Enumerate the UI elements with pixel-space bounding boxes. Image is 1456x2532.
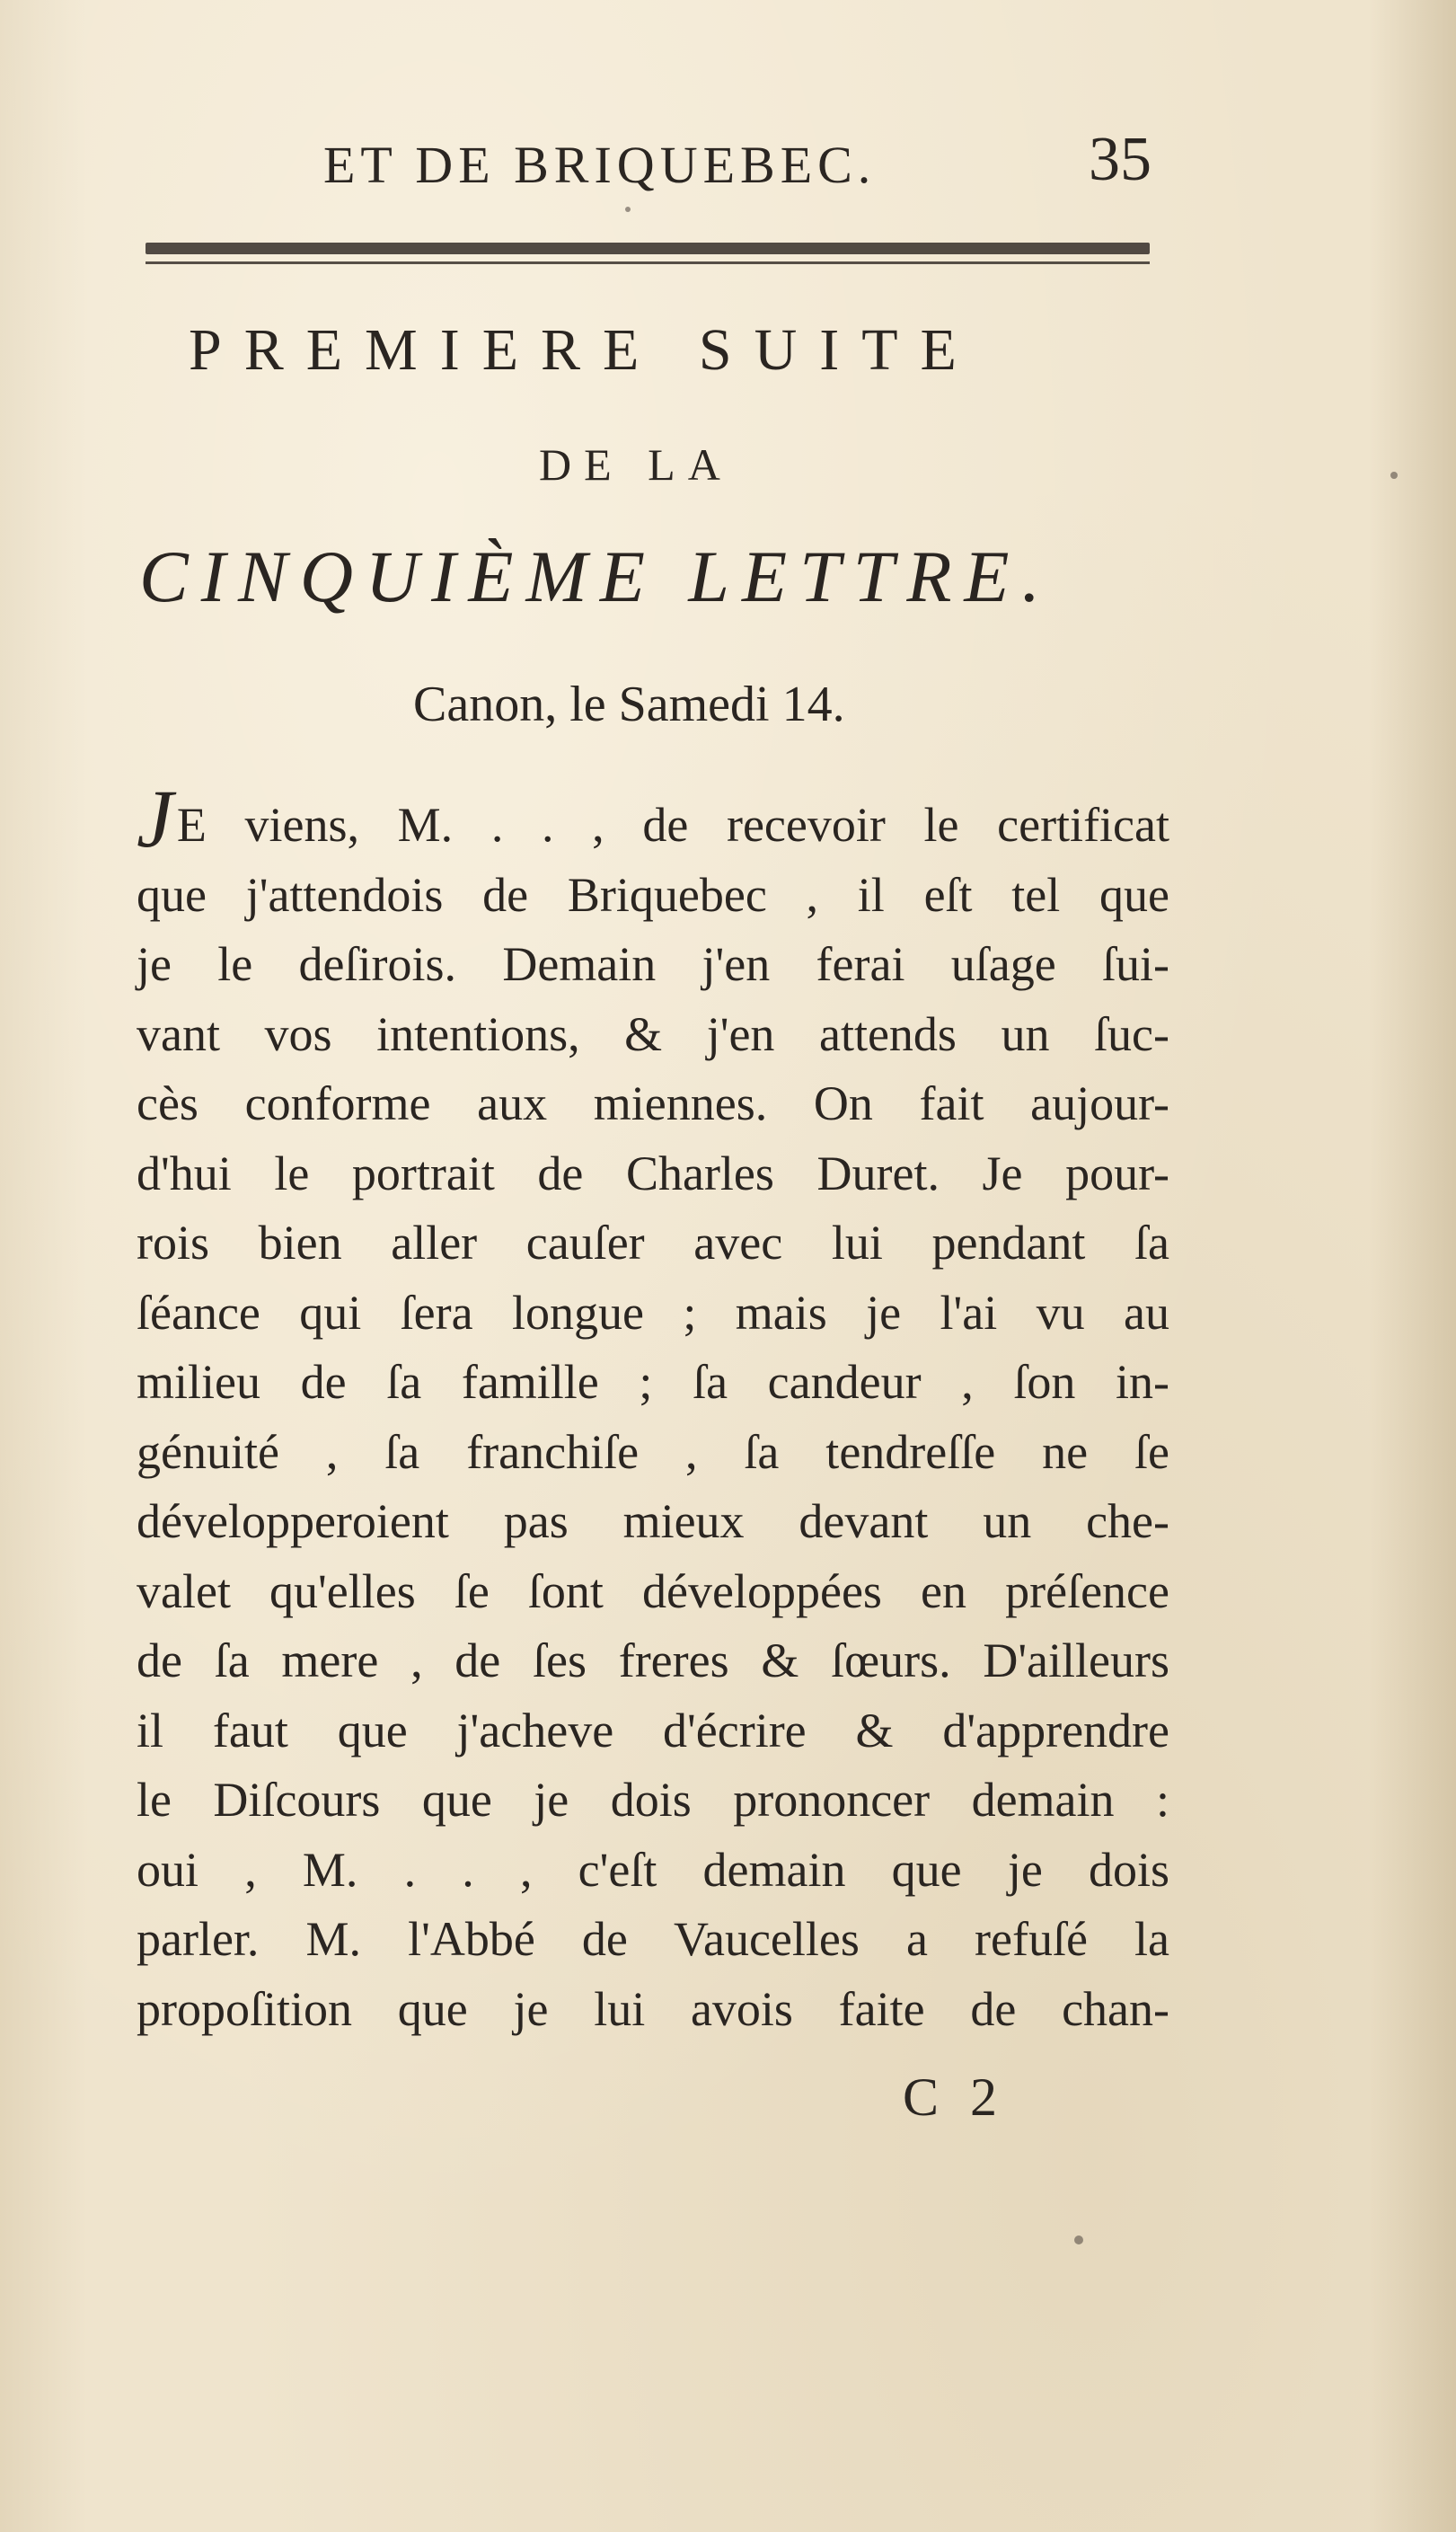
body-line: développeroient pas mieux devant un che- (137, 1494, 1169, 1548)
paper-speck (1390, 472, 1398, 479)
header-rule-thin (146, 261, 1150, 264)
heading-line-3: CINQUIÈME LETTRE. (139, 536, 1053, 617)
body-line: le Diſcours que je dois prononcer demain : (137, 1773, 1169, 1827)
body-text (137, 773, 1169, 2044)
page-number: 35 (1089, 125, 1152, 194)
drop-cap: J (137, 773, 173, 864)
first-line-text: E viens, M. . . , de recevoir le certificat (176, 798, 1169, 852)
paper-speck (1074, 2235, 1083, 2244)
running-head: ET DE BRIQUEBEC. (323, 136, 877, 194)
body-line: parler. M. l'Abbé de Vaucelles a refuſé la (137, 1912, 1169, 1966)
header-rule-thick (146, 243, 1150, 254)
body-line: vant vos intentions, & j'en attends un ſuc- (137, 1006, 1169, 1061)
body-line: il faut que j'acheve d'écrire & d'apprendre (137, 1703, 1169, 1757)
paper-speck (625, 207, 631, 212)
body-line: oui , M. . . , c'eſt demain que je dois (137, 1842, 1169, 1897)
body-line: propoſition que je lui avois faite de chan- (137, 1981, 1169, 2036)
heading-line-1: PREMIERE SUITE (189, 317, 979, 383)
body-line: valet qu'elles ſe ſont développées en préſence (137, 1563, 1169, 1618)
body-line: d'hui le portrait de Charles Duret. Je pour- (137, 1146, 1169, 1200)
body-line-1 (137, 773, 1169, 864)
body-line: cès conforme aux miennes. On fait aujour- (137, 1076, 1169, 1130)
body-line: que j'attendois de Briquebec , il eſt tel que (137, 867, 1169, 922)
body-line: ſéance qui ſera longue ; mais je l'ai vu au (137, 1285, 1169, 1340)
signature-mark: C 2 (903, 2067, 1007, 2127)
body-line: je le deſirois. Demain j'en ferai uſage ſui- (137, 937, 1169, 991)
body-line: milieu de ſa famille ; ſa candeur , ſon in- (137, 1355, 1169, 1409)
heading-line-2: DE LA (539, 439, 733, 490)
dateline: Canon, le Samedi 14. (413, 677, 845, 732)
body-line: rois bien aller cauſer avec lui pendant ſa (137, 1216, 1169, 1270)
body-line: de ſa mere , de ſes freres & ſœurs. D'ailleurs (137, 1633, 1169, 1687)
body-line: génuité , ſa franchiſe , ſa tendreſſe ne ſe (137, 1424, 1169, 1479)
